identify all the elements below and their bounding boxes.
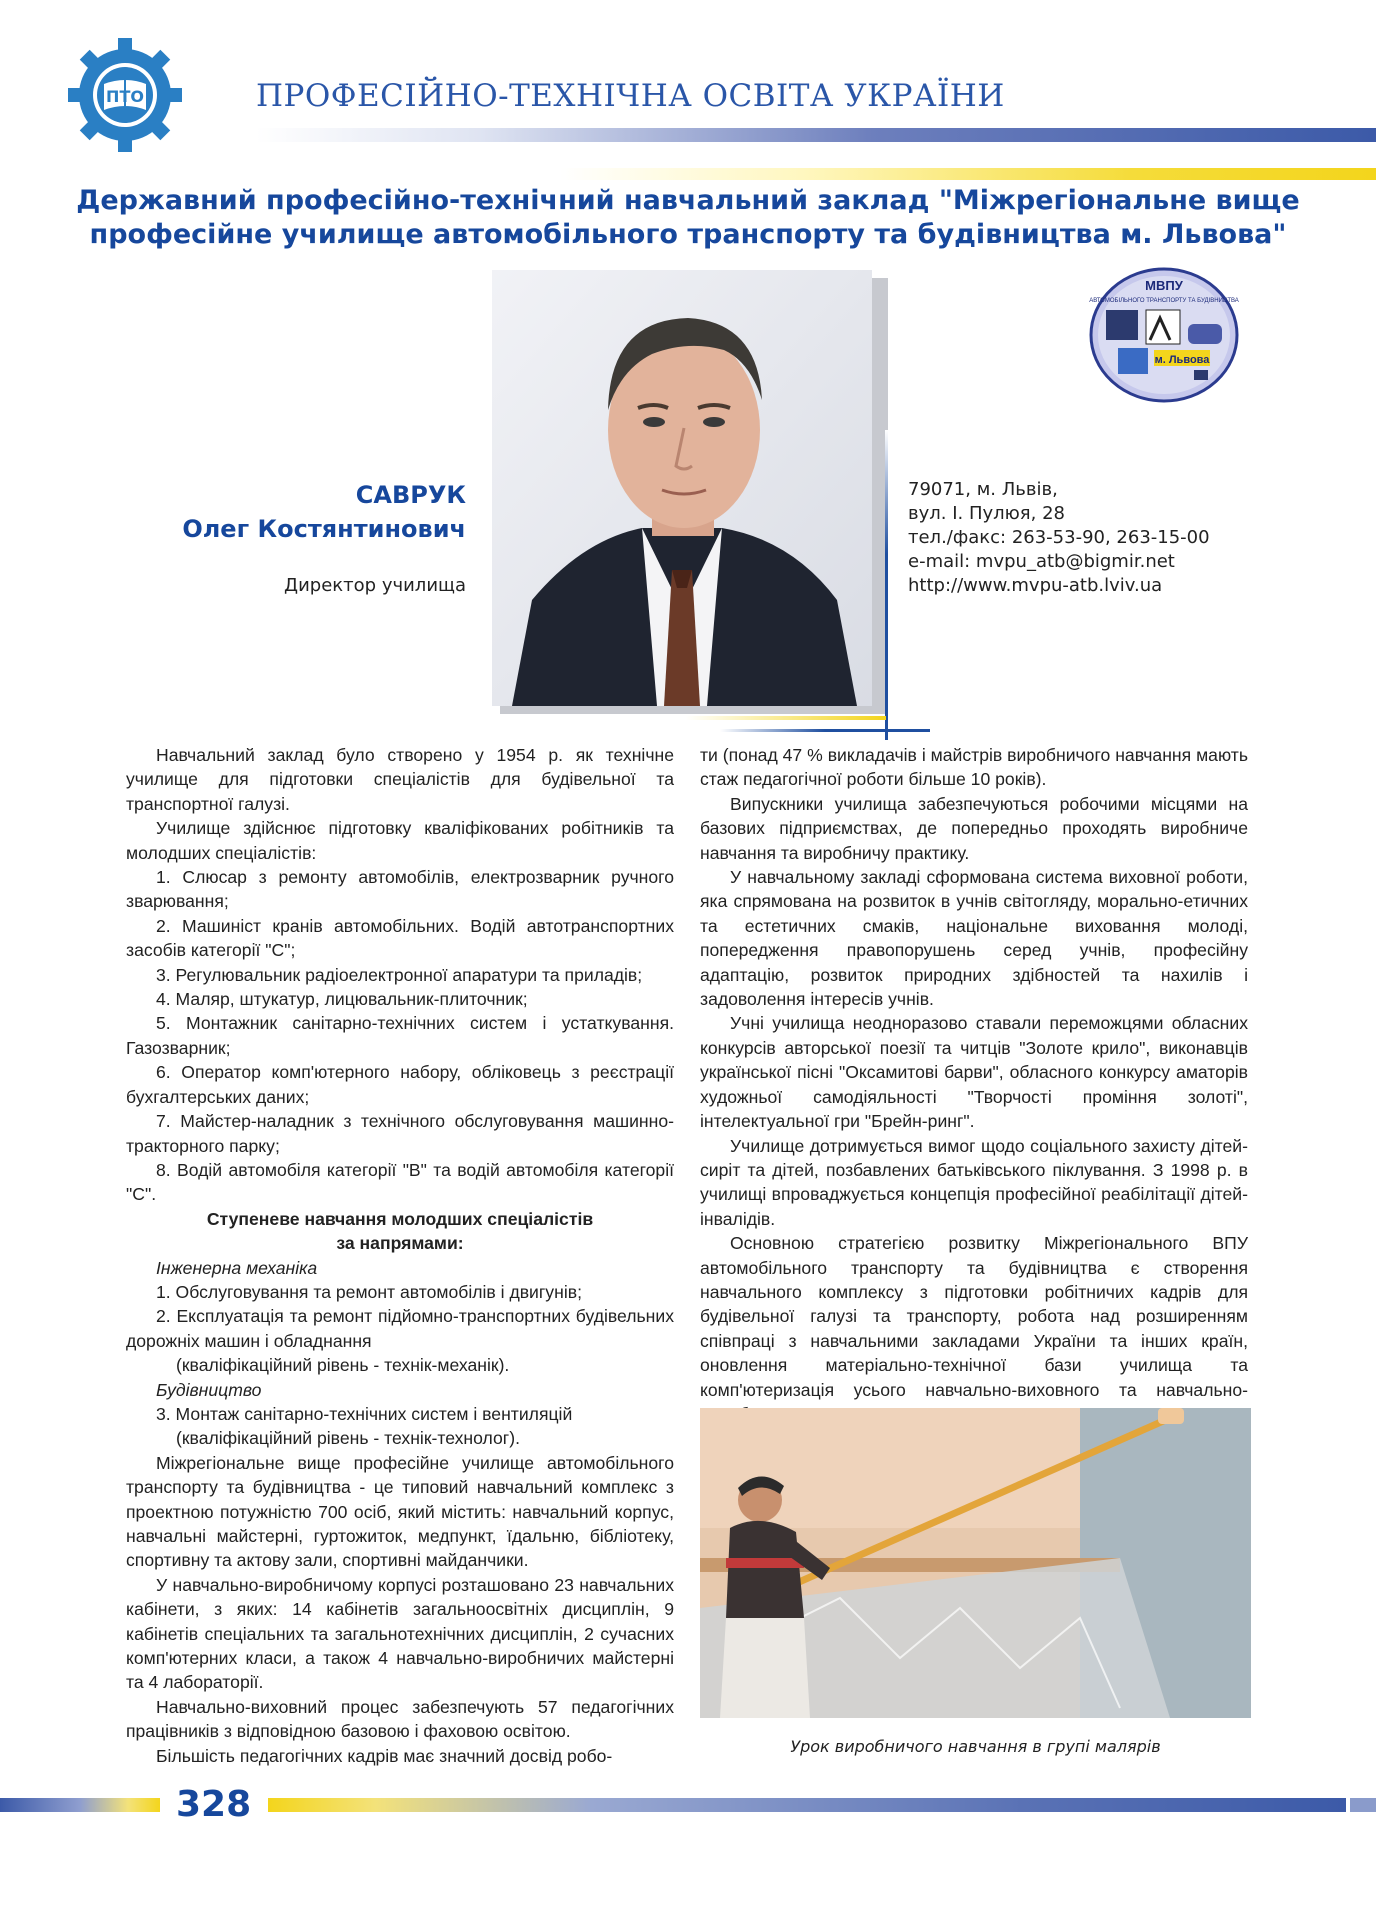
paragraph: Училище здійснює підготовку кваліфікованих робітників та молодших спеціалістів: bbox=[126, 818, 674, 863]
decorative-vertical-line bbox=[885, 430, 888, 740]
header-divider-yellow bbox=[560, 168, 1376, 180]
director-role: Директор училища bbox=[284, 575, 466, 596]
list-item: 2. Машиніст кранів автомобільних. Водій автотранспортних засобів категорії "С"; bbox=[126, 915, 674, 961]
paragraph: Більшість педагогічних кадрів має значний досвід робо- bbox=[156, 1745, 613, 1766]
director-given-name: Олег Костянтинович bbox=[182, 515, 466, 543]
paragraph: ти (понад 47 % викладачів і майстрів виробничого навчання мають стаж педагогічної роботи більше 10 років). bbox=[700, 745, 1248, 790]
contact-phone: тел./факс: 263-53-90, 263-15-00 bbox=[908, 527, 1210, 548]
footer-bar bbox=[0, 1798, 160, 1812]
article-title-line: професійне училище автомобільного транспорту та будівництва м. Львова" bbox=[89, 219, 1287, 250]
list-item: 7. Майстер-наладник з технічного обслуговування машинно-тракторного парку; bbox=[126, 1111, 674, 1156]
publisher-logo bbox=[66, 36, 184, 154]
paragraph: Основною стратегією розвитку Міжрегіонального ВПУ автомобільного транспорту та будівництва є створення навчального комплексу з підготовки робітничих кадрів для будівельної галузі та транспорту, робота над розширенням співпраці з навчальними закладами України та інших країн, оновлення матеріально-технічної бази училища та комп'ютеризація усього навчально-виховного та навчально- bbox=[700, 1233, 1248, 1400]
qualification-note: (кваліфікаційний рівень - технік-технолог). bbox=[176, 1428, 520, 1449]
logo-text: ПТО bbox=[106, 87, 144, 106]
emblem-city: м. Львова bbox=[1154, 354, 1210, 366]
article-title-line: Державний професійно-технічний навчальний заклад "Міжрегіональне вище bbox=[76, 185, 1300, 216]
painting-lesson-photo bbox=[700, 1408, 1251, 1718]
section-heading: за напрямами: bbox=[336, 1233, 464, 1254]
decorative-line-yellow bbox=[686, 716, 886, 720]
contact-website[interactable]: http://www.mvpu-atb.lviv.ua bbox=[908, 575, 1163, 596]
footer-tick bbox=[1350, 1798, 1376, 1812]
paragraph: У навчально-виробничому корпусі розташовано 23 навчальних кабінети, з яких: 14 кабінетів загальноосвітніх дисциплін, 9 кабінетів спеціальних та загальнотехнічних дисциплін, 2 сучасних комп'ютерних класи, а також 4 навчально-виробничих майстерні та 4 лабораторії. bbox=[126, 1574, 674, 1693]
list-item: 3. Монтаж санітарно-технічних систем і вентиляцій bbox=[156, 1403, 573, 1424]
list-item: 1. Слюсар з ремонту автомобілів, електрозварник ручного зварювання; bbox=[126, 867, 674, 912]
school-emblem bbox=[1088, 266, 1240, 404]
direction-title: Будівництво bbox=[156, 1379, 262, 1400]
page-number: 328 bbox=[176, 1784, 252, 1825]
paragraph: Міжрегіональне вище професійне училище автомобільного транспорту та будівництва - це типовий навчальний комплекс з проектною потужністю 700 осіб, який містить: навчальний корпус, навчальні майстерні, гуртожиток, медпункт, їдальню, бібліотеку, спортивну та актову зали, спортивні майданчики. bbox=[126, 1452, 674, 1571]
list-item: 5. Монтажник санітарно-технічних систем і устаткування. Газозварник; bbox=[126, 1013, 674, 1058]
contact-street: вул. І. Пулюя, 28 bbox=[908, 503, 1065, 524]
journal-title: ПРОФЕСІЙНО-ТЕХНІЧНА ОСВІТА УКРАЇНИ bbox=[256, 78, 1005, 114]
paragraph: Навчально-виховний процес забезпечують 57 педагогічних працівників з відповідною базовою і фаховою освітою. bbox=[126, 1696, 674, 1742]
photo-caption: Урок виробничого навчання в групі малярів bbox=[790, 1737, 1161, 1756]
contact-block bbox=[908, 478, 1210, 598]
list-item: 6. Оператор комп'ютерного набору, обліковець з реєстрації бухгалтерських даних; bbox=[126, 1062, 674, 1107]
footer-bar bbox=[268, 1798, 1346, 1812]
list-item: 3. Регулювальник радіоелектронної апаратури та приладів; bbox=[156, 964, 643, 985]
text-column-left bbox=[126, 743, 674, 1768]
paragraph: Навчальний заклад було створено у 1954 р. як технічне училище для підготовки спеціалістів для будівельної та транспортної галузі. bbox=[126, 745, 674, 814]
director-portrait bbox=[492, 270, 872, 706]
direction-title: Інженерна механіка bbox=[156, 1257, 318, 1278]
list-item: 2. Експлуатація та ремонт підйомно-транспортних будівельних дорожніх машин і обладнання bbox=[126, 1306, 674, 1351]
decorative-line-blue bbox=[720, 729, 930, 732]
paragraph: Випускники училища забезпечуються робочими місцями на базових підприємствах, де попередньо проходять виробниче навчання та виробничу практику. bbox=[700, 793, 1248, 863]
contact-email[interactable]: e-mail: mvpu_atb@bigmir.net bbox=[908, 551, 1175, 572]
text-column-right bbox=[700, 743, 1248, 1426]
list-item: 1. Обслуговування та ремонт автомобілів і двигунів; bbox=[156, 1281, 582, 1302]
paragraph: Учні училища неодноразово ставали переможцями обласних конкурсів авторської поезії та читців "Золоте крило", виконавців української пісні "Оксамитові барви", обласного конкурсу аматорів художньої самодіяльності "Творчості проміння золоті", інтелектуальної гри "Брейн-ринг". bbox=[700, 1013, 1248, 1132]
paragraph: Училище дотримується вимог щодо соціального захисту дітей-сиріт та дітей, позбавлених батьківського піклування. З 1998 р. в училищі впроваджується концепція професійної реабілітації дітей-інвалідів. bbox=[700, 1135, 1248, 1229]
director-surname: САВРУК bbox=[355, 481, 466, 509]
qualification-note: (кваліфікаційний рівень - технік-механік). bbox=[176, 1355, 510, 1376]
contact-postcode-city: 79071, м. Львів, bbox=[908, 479, 1058, 500]
director-name bbox=[182, 478, 466, 546]
section-heading: Ступеневе навчання молодших спеціалістів bbox=[206, 1208, 594, 1229]
list-item: 4. Маляр, штукатур, лицювальник-плиточник; bbox=[156, 989, 528, 1010]
paragraph: У навчальному закладі сформована система виховної роботи, яка спрямована на розвиток в учнів світогляду, морально-етичних та естетичних смаків, національне виховання молоді, попередження правопорушень серед учнів, професійну адаптацію, розвиток природних здібностей та нахилів і задоволення інтересів учнів. bbox=[700, 867, 1248, 1010]
list-item: 8. Водій автомобіля категорії "В" та водій автомобіля категорії "С". bbox=[126, 1159, 674, 1205]
header-divider bbox=[256, 128, 1376, 142]
article-title bbox=[60, 184, 1316, 252]
emblem-subtitle: АВТОМОБІЛЬНОГО ТРАНСПОРТУ ТА БУДІВНИЦТВА bbox=[1089, 298, 1239, 304]
emblem-title: МВПУ bbox=[1145, 278, 1183, 293]
